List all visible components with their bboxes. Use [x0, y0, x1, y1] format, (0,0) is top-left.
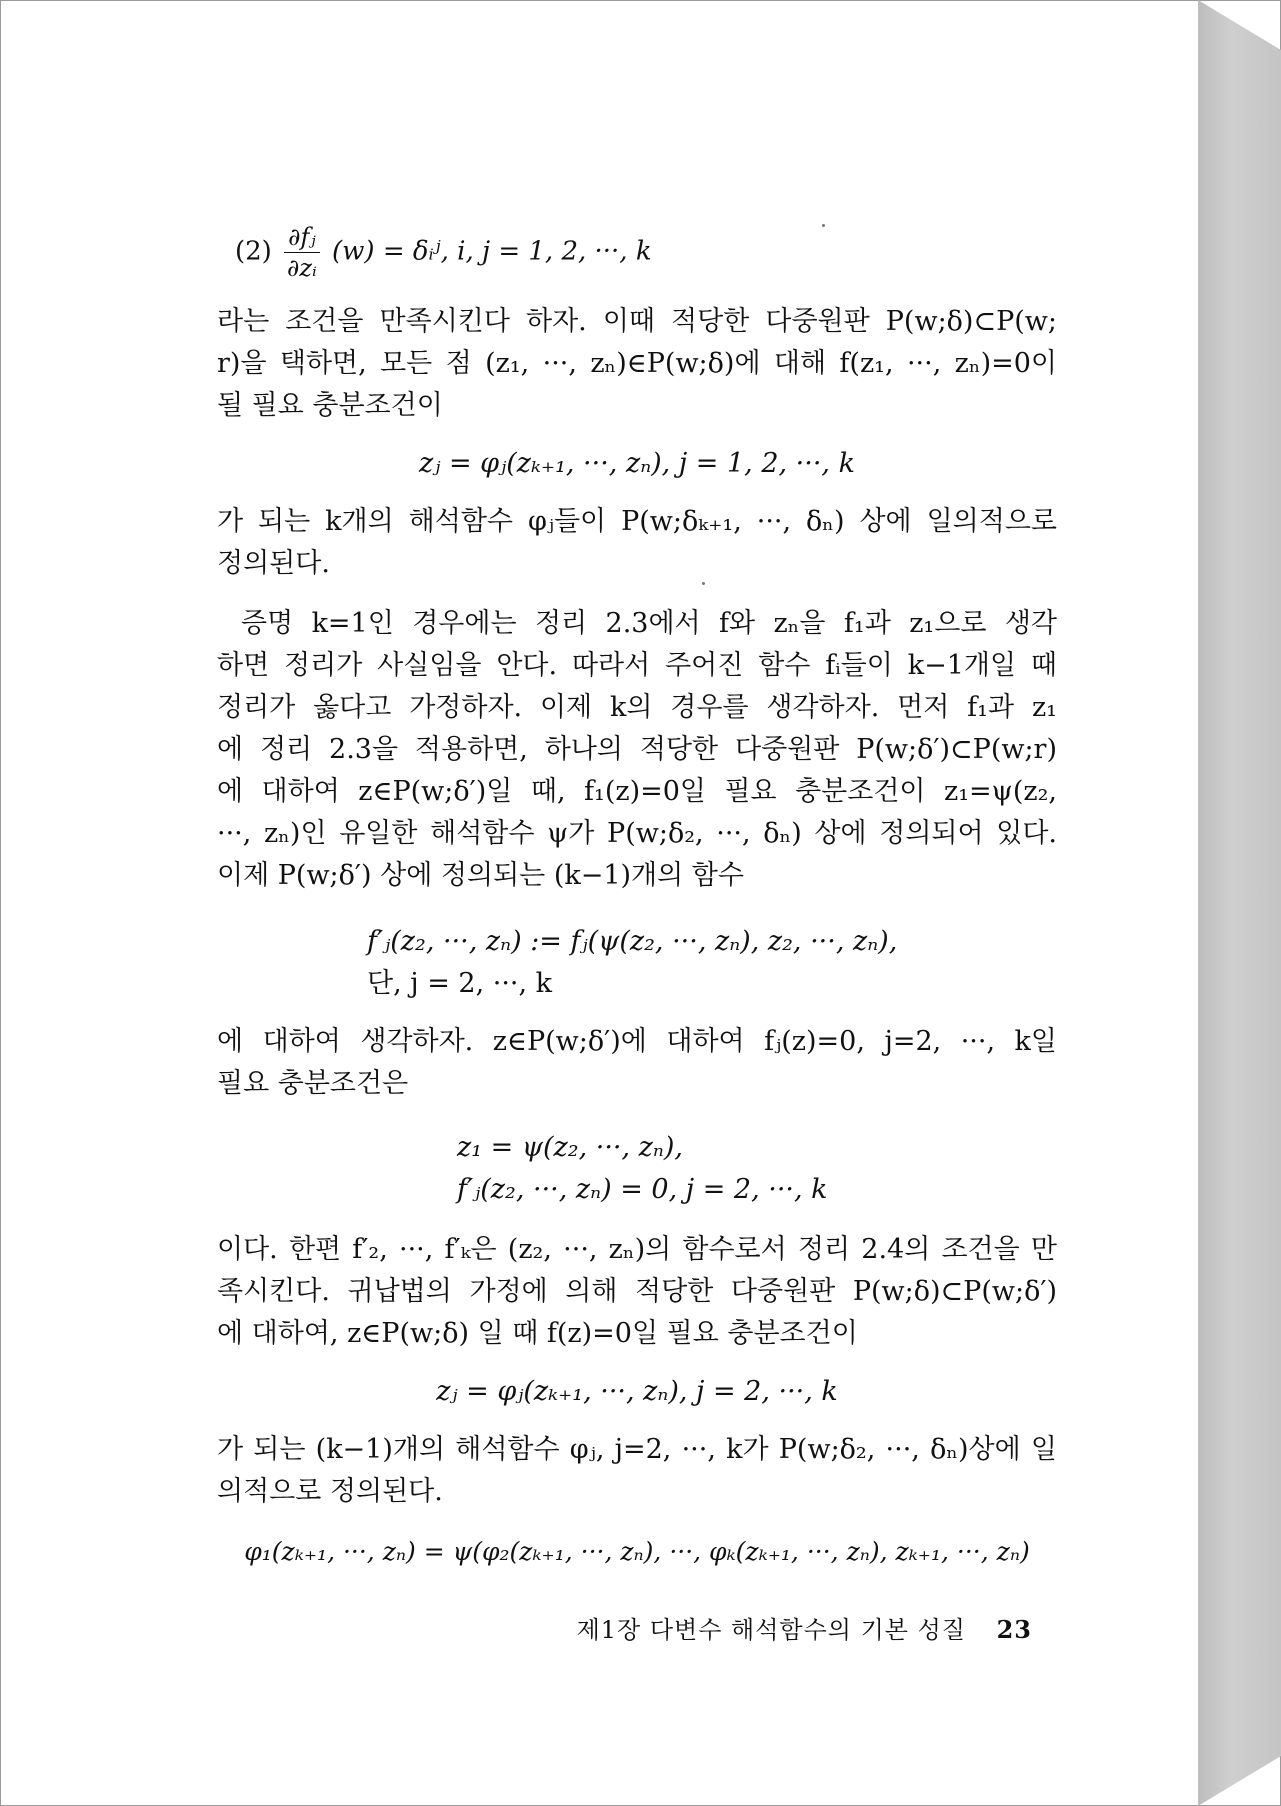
- chapter-title: 제1장 다변수 해석함수의 기본 성질: [576, 1616, 966, 1644]
- text-line-17: 에 대하여, z∈P(w;δ) 일 때 f(z)=0일 필요 충분조건이: [217, 1318, 858, 1349]
- equation-c-2: f′ⱼ(z₂, ···, zₙ) = 0, j = 2, ···, k: [457, 1174, 828, 1205]
- partial-fraction: [284, 222, 320, 283]
- equation-2-rest: (w) = δᵢʲ, i, j = 1, 2, ···, k: [332, 236, 652, 267]
- text-line-19: 의적으로 정의된다.: [217, 1476, 443, 1507]
- equation-c-1: z₁ = ψ(z₂, ···, zₙ),: [457, 1132, 683, 1163]
- book-page: [2, 2, 1201, 1802]
- text-line-13: 에 대하여 생각하자. z∈P(w;δ′)에 대하여 fⱼ(z)=0, j=2, ···, k일: [217, 1026, 1057, 1057]
- text-line-15: 이다. 한편 f′₂, ···, f′ₖ은 (z₂, ···, zₙ)의 함수로서 정리 2.4의 조건을 만: [217, 1234, 1057, 1265]
- text-line-9: 에 정리 2.3을 적용하면, 하나의 적당한 다중원판 P(w;δ′)⊂P(w;r): [217, 734, 1057, 765]
- equation-b-2: 단, j = 2, ···, k: [367, 968, 553, 999]
- equation-b-1: f′ⱼ(z₂, ···, zₙ) := fⱼ(ψ(z₂, ···, zₙ), z₂, ···, zₙ),: [367, 926, 898, 957]
- scan-speck: [822, 224, 825, 227]
- text-line-10: 에 대하여 z∈P(w;δ′)일 때, f₁(z)=0일 필요 충분조건이 z₁=ψ(z₂,: [217, 776, 1057, 807]
- text-line-18: 가 되는 (k−1)개의 해석함수 φⱼ, j=2, ···, k가 P(w;δ₂, ···, δₙ)상에 일: [217, 1434, 1057, 1465]
- equation-d: zⱼ = φⱼ(zₖ₊₁, ···, zₙ), j = 2, ···, k: [436, 1376, 838, 1407]
- page-number: 23: [996, 1615, 1032, 1644]
- text-line-5: 정의된다.: [217, 548, 330, 579]
- fraction-numerator: ∂fⱼ: [284, 222, 320, 253]
- text-line-3: 될 필요 충분조건이: [217, 390, 443, 421]
- text-line-11: ···, zₙ)인 유일한 해석함수 ψ가 P(w;δ₂, ···, δₙ) 상에 정의되어 있다.: [217, 818, 1057, 849]
- text-line-7: 하면 정리가 사실임을 안다. 따라서 주어진 함수 fᵢ들이 k−1개일 때: [217, 650, 1057, 681]
- scan-speck: [702, 582, 705, 585]
- text-line-12: 이제 P(w;δ′) 상에 정의되는 (k−1)개의 함수: [217, 860, 744, 891]
- text-line-8: 정리가 옳다고 가정하자. 이제 k의 경우를 생각하자. 먼저 f₁과 z₁: [217, 692, 1057, 723]
- text-line-1: 라는 조건을 만족시킨다 하자. 이때 적당한 다중원판 P(w;δ)⊂P(w;: [217, 306, 1057, 337]
- text-line-4: 가 되는 k개의 해석함수 φⱼ들이 P(w;δₖ₊₁, ···, δₙ) 상에 일의적으로: [217, 506, 1057, 537]
- text-line-2: r)을 택하면, 모든 점 (z₁, ···, zₙ)∈P(w;δ)에 대해 f(z₁, ···, zₙ)=0이: [217, 348, 1057, 379]
- equation-e: φ₁(zₖ₊₁, ···, zₙ) = ψ(φ₂(zₖ₊₁, ···, zₙ), ···, φₖ(zₖ₊₁, ···, zₙ), zₖ₊₁, ···, zₙ): [244, 1537, 1030, 1566]
- equation-a: zⱼ = φⱼ(zₖ₊₁, ···, zₙ), j = 1, 2, ···, k: [419, 448, 855, 479]
- running-footer: [562, 1610, 1032, 1645]
- book-page-edge: [1198, 0, 1281, 1806]
- text-line-6: 증명 k=1인 경우에는 정리 2.3에서 f와 zₙ을 f₁과 z₁으로 생각: [241, 608, 1057, 639]
- equation-2-label: (2): [235, 236, 272, 267]
- text-line-16: 족시킨다. 귀납법의 가정에 의해 적당한 다중원판 P(w;δ)⊂P(w;δ′): [217, 1276, 1057, 1307]
- equation-2: [235, 222, 1057, 283]
- fraction-denominator: ∂zᵢ: [286, 254, 317, 282]
- text-line-14: 필요 충분조건은: [217, 1068, 409, 1099]
